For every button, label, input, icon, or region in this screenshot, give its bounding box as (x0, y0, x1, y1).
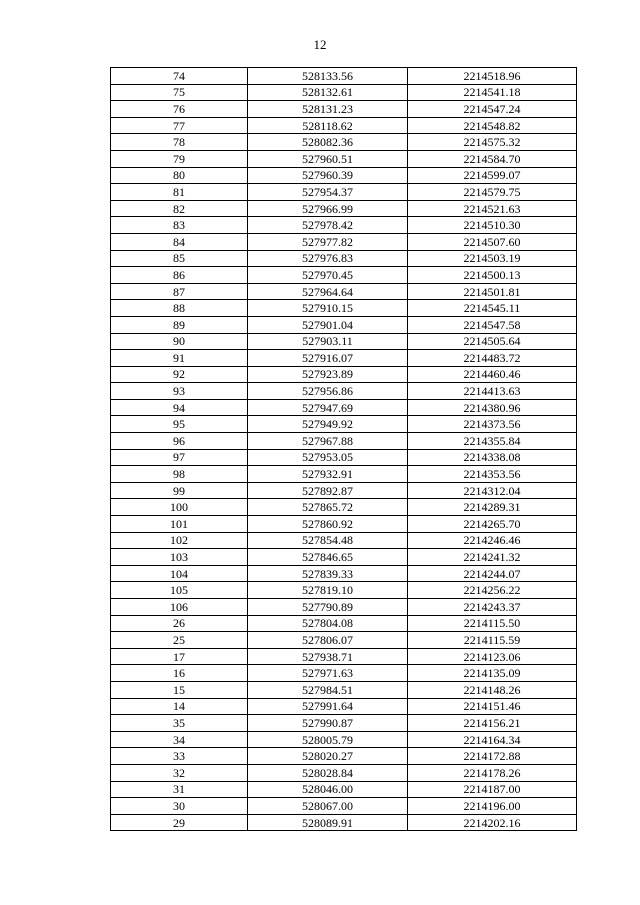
coordinates-table-body (111, 68, 577, 831)
table-row (111, 134, 577, 151)
x-coordinate-cell: 527865.72 (248, 499, 408, 516)
y-coordinate-cell: 2214507.60 (408, 233, 577, 250)
x-coordinate-cell: 528131.23 (248, 101, 408, 118)
x-coordinate-cell: 528028.84 (248, 764, 408, 781)
point-number-cell: 79 (111, 150, 248, 167)
table-row (111, 250, 577, 267)
point-number-cell: 31 (111, 781, 248, 798)
x-coordinate-cell: 528005.79 (248, 731, 408, 748)
table-row (111, 599, 577, 616)
table-row (111, 399, 577, 416)
coordinates-table (110, 67, 577, 831)
table-row (111, 300, 577, 317)
x-coordinate-cell: 528089.91 (248, 814, 408, 831)
y-coordinate-cell: 2214196.00 (408, 798, 577, 815)
x-coordinate-cell: 527938.71 (248, 648, 408, 665)
table-row (111, 150, 577, 167)
y-coordinate-cell: 2214503.19 (408, 250, 577, 267)
table-row (111, 350, 577, 367)
table-row (111, 366, 577, 383)
point-number-cell: 76 (111, 101, 248, 118)
table-row (111, 681, 577, 698)
x-coordinate-cell: 527991.64 (248, 698, 408, 715)
point-number-cell: 34 (111, 731, 248, 748)
x-coordinate-cell: 527960.51 (248, 150, 408, 167)
y-coordinate-cell: 2214151.46 (408, 698, 577, 715)
y-coordinate-cell: 2214202.16 (408, 814, 577, 831)
y-coordinate-cell: 2214483.72 (408, 350, 577, 367)
x-coordinate-cell: 527971.63 (248, 665, 408, 682)
y-coordinate-cell: 2214500.13 (408, 267, 577, 284)
x-coordinate-cell: 527970.45 (248, 267, 408, 284)
y-coordinate-cell: 2214541.18 (408, 84, 577, 101)
x-coordinate-cell: 528020.27 (248, 748, 408, 765)
y-coordinate-cell: 2214413.63 (408, 383, 577, 400)
y-coordinate-cell: 2214518.96 (408, 68, 577, 85)
table-row (111, 781, 577, 798)
table-row (111, 615, 577, 632)
point-number-cell: 74 (111, 68, 248, 85)
y-coordinate-cell: 2214547.58 (408, 316, 577, 333)
y-coordinate-cell: 2214172.88 (408, 748, 577, 765)
point-number-cell: 25 (111, 632, 248, 649)
y-coordinate-cell: 2214584.70 (408, 150, 577, 167)
x-coordinate-cell: 527956.86 (248, 383, 408, 400)
x-coordinate-cell: 527910.15 (248, 300, 408, 317)
point-number-cell: 89 (111, 316, 248, 333)
point-number-cell: 26 (111, 615, 248, 632)
x-coordinate-cell: 527964.64 (248, 283, 408, 300)
point-number-cell: 88 (111, 300, 248, 317)
point-number-cell: 16 (111, 665, 248, 682)
point-number-cell: 75 (111, 84, 248, 101)
x-coordinate-cell: 527839.33 (248, 565, 408, 582)
table-row (111, 764, 577, 781)
y-coordinate-cell: 2214510.30 (408, 217, 577, 234)
point-number-cell: 98 (111, 466, 248, 483)
table-row (111, 715, 577, 732)
x-coordinate-cell: 527967.88 (248, 433, 408, 450)
point-number-cell: 105 (111, 582, 248, 599)
y-coordinate-cell: 2214579.75 (408, 184, 577, 201)
point-number-cell: 87 (111, 283, 248, 300)
x-coordinate-cell: 527976.83 (248, 250, 408, 267)
point-number-cell: 95 (111, 416, 248, 433)
point-number-cell: 103 (111, 549, 248, 566)
x-coordinate-cell: 527892.87 (248, 482, 408, 499)
y-coordinate-cell: 2214545.11 (408, 300, 577, 317)
point-number-cell: 102 (111, 532, 248, 549)
table-row (111, 648, 577, 665)
table-row (111, 565, 577, 582)
y-coordinate-cell: 2214246.46 (408, 532, 577, 549)
point-number-cell: 99 (111, 482, 248, 499)
y-coordinate-cell: 2214135.09 (408, 665, 577, 682)
x-coordinate-cell: 528118.62 (248, 117, 408, 134)
point-number-cell: 92 (111, 366, 248, 383)
point-number-cell: 93 (111, 383, 248, 400)
y-coordinate-cell: 2214289.31 (408, 499, 577, 516)
y-coordinate-cell: 2214353.56 (408, 466, 577, 483)
y-coordinate-cell: 2214373.56 (408, 416, 577, 433)
y-coordinate-cell: 2214338.08 (408, 449, 577, 466)
y-coordinate-cell: 2214501.81 (408, 283, 577, 300)
point-number-cell: 30 (111, 798, 248, 815)
point-number-cell: 104 (111, 565, 248, 582)
table-row (111, 217, 577, 234)
x-coordinate-cell: 528067.00 (248, 798, 408, 815)
x-coordinate-cell: 527923.89 (248, 366, 408, 383)
y-coordinate-cell: 2214148.26 (408, 681, 577, 698)
table-row (111, 731, 577, 748)
table-row (111, 200, 577, 217)
table-row (111, 184, 577, 201)
point-number-cell: 101 (111, 516, 248, 533)
table-row (111, 416, 577, 433)
x-coordinate-cell: 527903.11 (248, 333, 408, 350)
table-row (111, 748, 577, 765)
y-coordinate-cell: 2214123.06 (408, 648, 577, 665)
page-number: 12 (313, 37, 327, 52)
x-coordinate-cell: 528046.00 (248, 781, 408, 798)
table-row (111, 117, 577, 134)
table-row (111, 449, 577, 466)
table-row (111, 101, 577, 118)
table-row (111, 283, 577, 300)
table-row (111, 482, 577, 499)
point-number-cell: 86 (111, 267, 248, 284)
x-coordinate-cell: 528133.56 (248, 68, 408, 85)
table-row (111, 466, 577, 483)
point-number-cell: 85 (111, 250, 248, 267)
x-coordinate-cell: 527901.04 (248, 316, 408, 333)
table-row (111, 316, 577, 333)
x-coordinate-cell: 527978.42 (248, 217, 408, 234)
point-number-cell: 15 (111, 681, 248, 698)
point-number-cell: 29 (111, 814, 248, 831)
x-coordinate-cell: 527960.39 (248, 167, 408, 184)
x-coordinate-cell: 527990.87 (248, 715, 408, 732)
x-coordinate-cell: 527953.05 (248, 449, 408, 466)
y-coordinate-cell: 2214548.82 (408, 117, 577, 134)
point-number-cell: 83 (111, 217, 248, 234)
table-row (111, 549, 577, 566)
y-coordinate-cell: 2214599.07 (408, 167, 577, 184)
x-coordinate-cell: 527949.92 (248, 416, 408, 433)
x-coordinate-cell: 527947.69 (248, 399, 408, 416)
x-coordinate-cell: 527860.92 (248, 516, 408, 533)
y-coordinate-cell: 2214241.32 (408, 549, 577, 566)
y-coordinate-cell: 2214164.34 (408, 731, 577, 748)
y-coordinate-cell: 2214243.37 (408, 599, 577, 616)
table-row (111, 814, 577, 831)
table-row (111, 798, 577, 815)
point-number-cell: 77 (111, 117, 248, 134)
x-coordinate-cell: 528132.61 (248, 84, 408, 101)
table-row (111, 582, 577, 599)
table-row (111, 233, 577, 250)
table-row (111, 333, 577, 350)
table-row (111, 665, 577, 682)
x-coordinate-cell: 527954.37 (248, 184, 408, 201)
y-coordinate-cell: 2214460.46 (408, 366, 577, 383)
y-coordinate-cell: 2214256.22 (408, 582, 577, 599)
x-coordinate-cell: 527984.51 (248, 681, 408, 698)
y-coordinate-cell: 2214115.59 (408, 632, 577, 649)
x-coordinate-cell: 527806.07 (248, 632, 408, 649)
point-number-cell: 97 (111, 449, 248, 466)
x-coordinate-cell: 527966.99 (248, 200, 408, 217)
point-number-cell: 33 (111, 748, 248, 765)
y-coordinate-cell: 2214178.26 (408, 764, 577, 781)
y-coordinate-cell: 2214505.64 (408, 333, 577, 350)
x-coordinate-cell: 527854.48 (248, 532, 408, 549)
point-number-cell: 32 (111, 764, 248, 781)
point-number-cell: 90 (111, 333, 248, 350)
x-coordinate-cell: 528082.36 (248, 134, 408, 151)
point-number-cell: 106 (111, 599, 248, 616)
table-row (111, 383, 577, 400)
point-number-cell: 35 (111, 715, 248, 732)
x-coordinate-cell: 527846.65 (248, 549, 408, 566)
y-coordinate-cell: 2214187.00 (408, 781, 577, 798)
x-coordinate-cell: 527977.82 (248, 233, 408, 250)
point-number-cell: 100 (111, 499, 248, 516)
table-row (111, 516, 577, 533)
x-coordinate-cell: 527804.08 (248, 615, 408, 632)
point-number-cell: 91 (111, 350, 248, 367)
x-coordinate-cell: 527790.89 (248, 599, 408, 616)
point-number-cell: 78 (111, 134, 248, 151)
table-row (111, 84, 577, 101)
table-row (111, 267, 577, 284)
x-coordinate-cell: 527916.07 (248, 350, 408, 367)
table-row (111, 167, 577, 184)
y-coordinate-cell: 2214312.04 (408, 482, 577, 499)
y-coordinate-cell: 2214547.24 (408, 101, 577, 118)
y-coordinate-cell: 2214380.96 (408, 399, 577, 416)
table-row (111, 499, 577, 516)
point-number-cell: 81 (111, 184, 248, 201)
y-coordinate-cell: 2214575.32 (408, 134, 577, 151)
point-number-cell: 17 (111, 648, 248, 665)
x-coordinate-cell: 527819.10 (248, 582, 408, 599)
y-coordinate-cell: 2214265.70 (408, 516, 577, 533)
y-coordinate-cell: 2214355.84 (408, 433, 577, 450)
table-row (111, 532, 577, 549)
point-number-cell: 94 (111, 399, 248, 416)
y-coordinate-cell: 2214115.50 (408, 615, 577, 632)
point-number-cell: 14 (111, 698, 248, 715)
point-number-cell: 84 (111, 233, 248, 250)
x-coordinate-cell: 527932.91 (248, 466, 408, 483)
point-number-cell: 96 (111, 433, 248, 450)
y-coordinate-cell: 2214156.21 (408, 715, 577, 732)
table-row (111, 698, 577, 715)
point-number-cell: 82 (111, 200, 248, 217)
table-row (111, 433, 577, 450)
table-row (111, 632, 577, 649)
y-coordinate-cell: 2214521.63 (408, 200, 577, 217)
table-row (111, 68, 577, 85)
point-number-cell: 80 (111, 167, 248, 184)
y-coordinate-cell: 2214244.07 (408, 565, 577, 582)
